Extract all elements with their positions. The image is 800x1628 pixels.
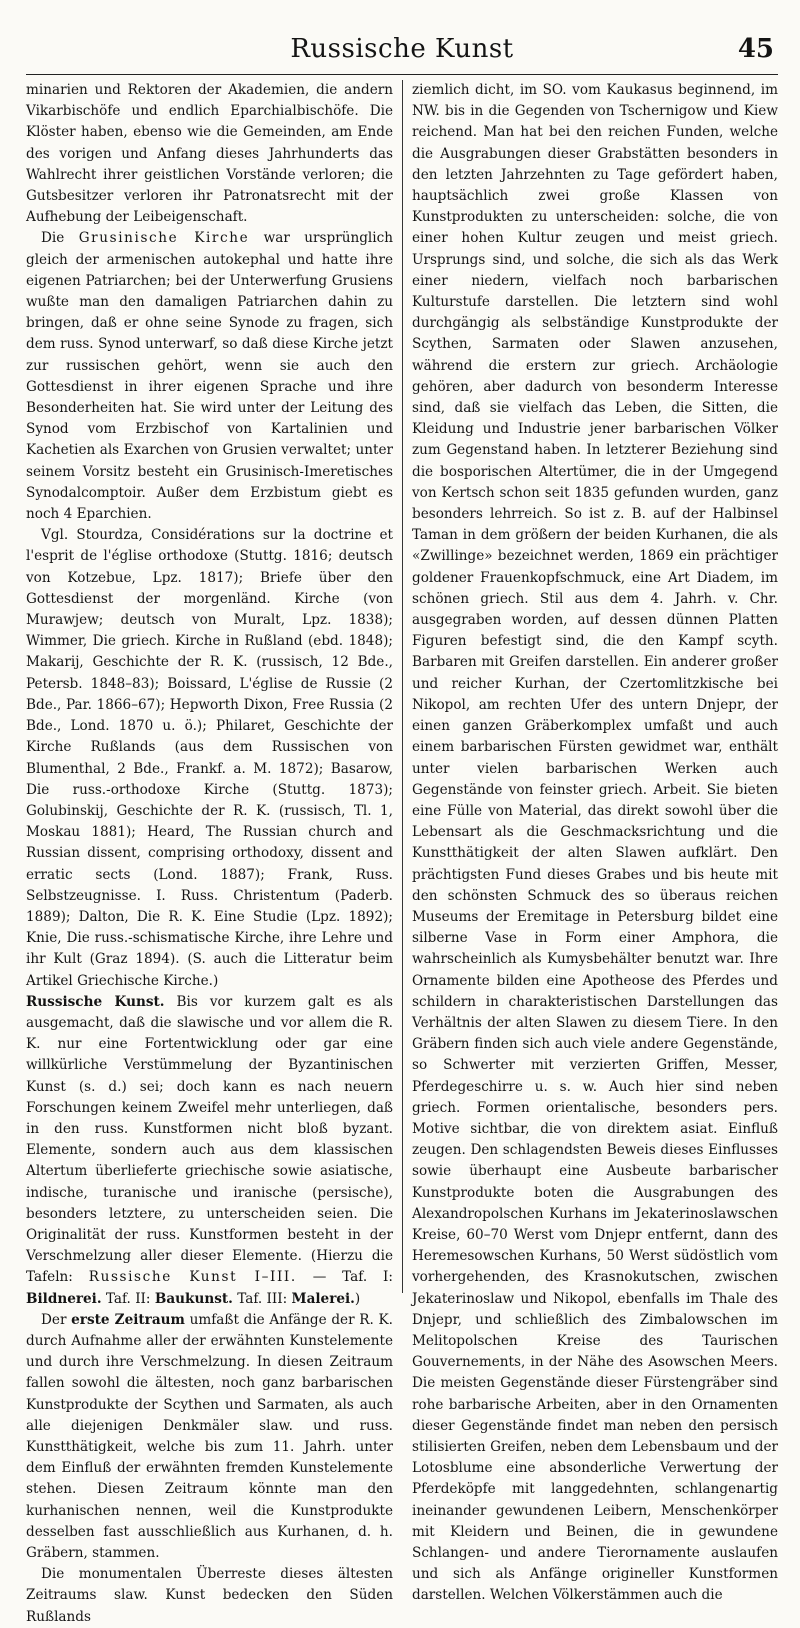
paragraph-text: minarien und Rektoren der Akademien, die andern Vikarbischöfe und endlich Eparchialbischöfe. Die Klöster haben, ebenso wie die Gemeinden, am Ende des vorigen und Anfang dieses Jahrhunderts das Wahlrecht ihrer geistlichen Vorstände verloren; die Gutsbesitzer verloren ihr Patronatsrecht mit der Aufhebung der Leibeigenschaft. [26, 82, 393, 226]
paragraph-text: ) [354, 1290, 361, 1307]
two-column-body [26, 80, 778, 1625]
paragraph [26, 1564, 393, 1628]
paragraph [26, 1310, 393, 1564]
running-header [26, 34, 778, 70]
page-number: 45 [737, 34, 774, 64]
right-column [402, 80, 778, 1604]
paragraph-text: war ursprünglich gleich der armenischen autokephal und hatte ihre eigenen Patriarchen; bei der Unterwerfung Grusiens wußte man den damaligen Patriarchen dahin zu bringen, daß er ohne seine Synode zu fragen, sich dem russ. Synod unterwarf, so daß diese Kirche jetzt zur russischen gehört, wenn sie auch den Gottesdienst in ihrer eigenen Sprache und ihre Besonderheiten hat. Sie wird unter der Leitung des Synod vom Erzbischof von Kartalinien und Kachetien als Exarchen von Grusien verwaltet; unter seinem Vorsitz besteht ein Grusinisch-Imeretisches Synodalcomptoir. Außer dem Erzbistum giebt es noch 4 Eparchien. [26, 230, 393, 523]
paragraph [26, 80, 393, 228]
bibliography-paragraph [26, 525, 393, 991]
paragraph-text: Der [41, 1311, 72, 1328]
article-start [26, 992, 393, 1310]
plate-title: Bildnerei. [26, 1290, 102, 1307]
paragraph-text: Taf. III: [232, 1290, 292, 1307]
plate-title: Malerei. [291, 1290, 355, 1307]
section-term: erste Zeitraum [71, 1311, 185, 1328]
paragraph-text: Bis vor kurzem galt es als ausgemacht, daß die slawische und vor allem die R. K. nur eine Fortentwicklung oder gar eine willkürliche Verstümmelung der Byzantinischen Kunst (s. d.) sei; doch kann es nach neuern Forschungen keinem Zweifel mehr unterliegen, daß in den russ. Kunstformen nicht bloß byzant. Elemente, sondern auch aus dem klassischen Altertum überlieferte griechische sowie asiatische, indische, turanische und iranische (persische), besonders letztere, zu unterscheiden seien. Die Originalität der russ. Kunstformen besteht in der Verschmelzung aller dieser Elemente. (Hierzu die Tafeln: [26, 993, 393, 1286]
plate-reference: Russische Kunst I–III. [88, 1269, 297, 1286]
paragraph-text: — Taf. I: [296, 1269, 393, 1286]
paragraph-text: umfaßt die Anfänge der R. K. durch Aufnahme aller der erwähnten Kunstelemente und durch ihre Verschmelzung. In diesen Zeitraum fallen sowohl die ältesten, noch ganz barbarischen Kunstprodukte der Scythen und Sarmaten, als auch alle diejenigen Denkmäler slaw. und russ. Kunstthätigkeit, welche bis zum 11. Jahrh. unter dem Einfluß der erwähnten fremden Kunstelemente stehen. Diesen Zeitraum könnte man den kurhanischen nennen, weil die Kunstprodukte desselben fast ausschließlich aus Kurhanen, d. h. Gräbern, stammen. [26, 1311, 393, 1562]
paragraph [26, 228, 393, 525]
header-rule [26, 74, 778, 75]
paragraph-text: Vgl. Stourdza, Considérations sur la doctrine et l'esprit de l'église orthodoxe (Stuttg. 1816; deutsch von Kotzebue, Lpz. 1817); Briefe über den Gottesdienst der morgenländ. Kirche (von Murawjew; deutsch von Muralt, Lpz. 1838); Wimmer, Die griech. Kirche in Rußland (ebd. 1848); Makarij, Geschichte der R. K. (russisch, 12 Bde., Petersb. 1848–83); Boissard, L'église de Russie (2 Bde., Par. 1866–67); Hepworth Dixon, Free Russia (2 Bde., Lond. 1870 u. ö.); Philaret, Geschichte der Kirche Rußlands (aus dem Russischen von Blumenthal, 2 Bde., Frankf. a. M. 1872); Basarow, Die russ.-orthodoxe Kirche (Stuttg. 1873); Golubinskij, Geschichte der R. K. (russisch, Tl. 1, Moskau 1881); Heard, The Russian church and Russian dissent, comprising orthodoxy, dissent and erratic sects (Lond. 1887); Frank, Russ. Selbstzeugnisse. I. Russ. Christentum (Paderb. 1889); Dalton, Die R. K. Eine Studie (Lpz. 1892); Knie, Die russ.-schismatische Kirche, ihre Lehre und ihr Kult (Graz 1894). (S. auch die Litteratur beim Artikel Griechische Kirche.) [26, 527, 393, 989]
plate-title: Baukunst. [154, 1290, 233, 1307]
page-title: Russische Kunst [290, 34, 514, 64]
paragraph-text: ziemlich dicht, im SO. vom Kaukasus beginnend, im NW. bis in die Gegenden von Tschernigow und Kiew reichend. Man hat bei den reichen Funden, welche die Ausgrabungen dieser Grabstätten besonders in den letzten Jahrzehnten zu Tage gefördert haben, hauptsächlich zwei große Klassen von Kunstprodukten zu unterscheiden: solche, die von einer hohen Kultur zeugen und meist griech. Ursprungs sind, und solche, die sich als das Werk einer niedern, vielfach noch barbarischen Kulturstufe darstellen. Die letztern sind wohl durchgängig als selbständige Kunstprodukte der Scythen, Sarmaten oder Slawen anzusehen, während die erstern zur griech. Archäologie gehören, aber dadurch von besonderm Interesse sind, daß sie vielfach das Leben, die Sitten, die Kleidung und Industrie jener barbarischen Völker zum Gegenstand haben. In letzterer Beziehung sind die bosporischen Altertümer, die in der Umgegend von Kertsch schon seit 1835 gefunden wurden, ganz besonders lehrreich. So ist z. B. auf der Halbinsel Taman in dem größern der beiden Kurhanen, die als «Zwillinge» bezeichnet werden, 1869 ein prächtiger goldener Frauenkopfschmuck, eine Art Diadem, im schönen griech. Stil aus dem 4. Jahrh. v. Chr. ausgegraben worden, auf dessen dünnen Platten Figuren befestigt sind, die den Kampf scyth. Barbaren mit Greifen darstellen. Ein anderer großer und reicher Kurhan, der Czertomlitzkische bei Nikopol, am rechten Ufer des untern Dnjepr, der einen ganzen Gräberkomplex umfaßt und auch einem barbarischen Fürsten gewidmet war, enthält unter vielen barbarischen Werken auch Gegenstände von feinster griech. Arbeit. Sie bieten eine Fülle von Material, das direkt sowohl über die Lebensart als die Geschmacksrichtung und die Kunstthätigkeit der alten Slawen aufklärt. Den prächtigsten Fund dieses Grabes und bis heute mit den schönsten Schmuck des so überaus reichen Museums der Eremitage in Petersburg bildet eine silberne Vase in Form einer Amphora, die wahrscheinlich als Kumysbehälter benutzt war. Ihre Ornamente bilden eine Apotheose des Pferdes und schildern in charakteristischen Darstellungen das Verhältnis der alten Slawen zu diesem Tiere. In den Gräbern finden sich auch viele andere Gegenstände, so Schwerter mit verzierten Griffen, Messer, Pferdegeschirre u. s. w. Auch hier sind neben griech. Formen orientalische, besonders pers. Motive sichtbar, die von direktem asiat. Einfluß zeugen. Den schlagendsten Beweis dieses Einflusses sowie überhaupt eine Ausbeute barbarischer Kunstprodukte boten die Ausgrabungen des Alexandropolschen Kurhans im Jekaterinoslawschen Kreise, 60–70 Werst vom Dnjepr entfernt, dann des Heremesowschen Kurhans, 50 Werst südöstlich vom vorhergehenden, des Krasnokutschen, zwischen Jekaterinoslaw und Nikopol, ebenfalls im Thale des Dnjepr, und schließlich des Zimbalowschen im Melitopolschen Kreise des Taurischen Gouvernements, in der Nähe des Asowschen Meers. Die meisten Gegenstände dieser Fürstengräber sind rohe barbarische Arbeiten, aber in den Ornamenten dieser Gegenstände findet man neben den persisch stilisierten Greifen, neben dem Lebensbaum und der Lotosblume eine absonderliche Verwertung der Pferdeköpfe mit langgedehnten, schlangenartig ineinander gewundenen Leibern, Menschenkörper mit Kleidern und Beinen, die in gewundene Schlangen- und andere Tierornamente auslaufen und sich als Anfänge origineller Kunstformen darstellen. Welchen Völkerstämmen auch die [412, 82, 778, 1604]
paragraph-text: Taf. II: [101, 1290, 155, 1307]
paragraph [412, 80, 778, 1607]
paragraph-text: Die monumentalen Überreste dieses ältesten Zeitraums slaw. Kunst bedecken den Süden Rußlands [26, 1566, 393, 1625]
left-column [26, 80, 402, 1625]
paragraph-text: Die [41, 230, 79, 247]
article-heading: Russische Kunst. [26, 993, 165, 1010]
spaced-term: Grusinische Kirche [78, 230, 250, 247]
